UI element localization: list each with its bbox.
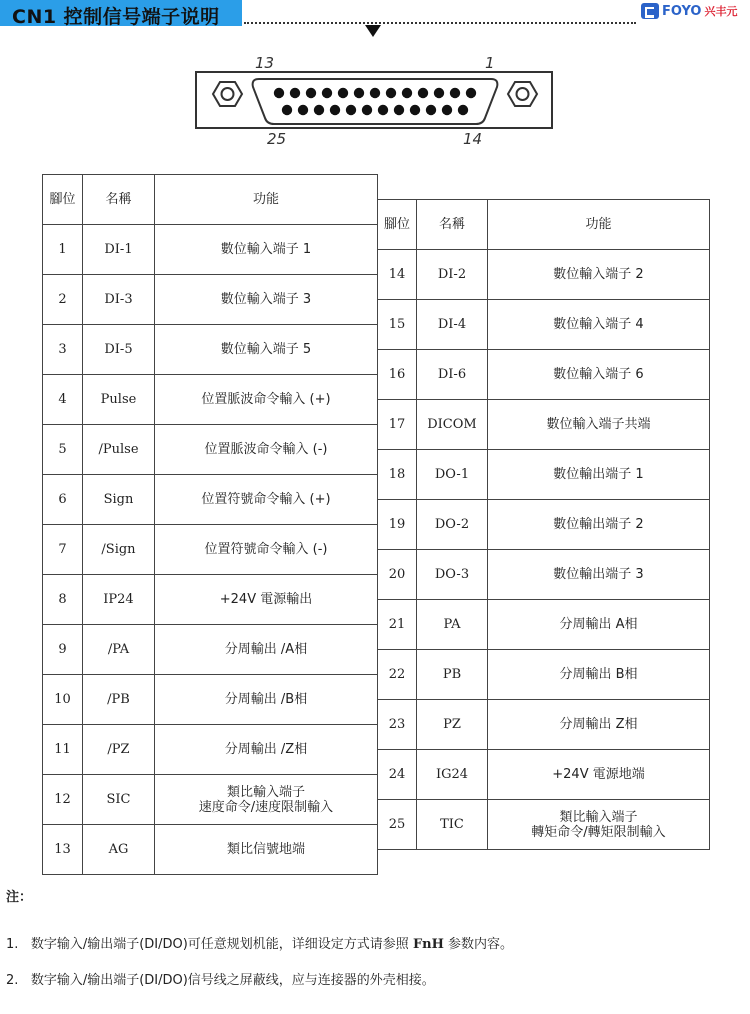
- signal-name: PZ: [417, 700, 488, 750]
- function-line: 分周輸出 /B相: [224, 692, 308, 707]
- column-header-name: 名稱: [417, 200, 488, 250]
- signal-function: [155, 575, 378, 625]
- note-2-number: 2.: [6, 973, 19, 988]
- signal-name: DI-5: [83, 325, 155, 375]
- signal-name: DO-2: [417, 500, 488, 550]
- pin-number: 11: [43, 725, 83, 775]
- signal-name: /Sign: [83, 525, 155, 575]
- note-1-text-a: 数字输入/输出端子(DI/DO)可任意规划机能，详细设定方式请参照: [30, 937, 413, 952]
- pin-number: 2: [43, 275, 83, 325]
- function-line: 分周輸出 Z相: [559, 717, 638, 732]
- connector-pin-dot: [346, 105, 356, 115]
- signal-function: [488, 700, 710, 750]
- notes-title: 注：: [6, 890, 33, 905]
- signal-name: /PZ: [83, 725, 155, 775]
- function-line: 位置脈波命令輸入 (+): [201, 392, 331, 407]
- note-1-number: 1.: [6, 937, 19, 952]
- connector-pin-dot: [410, 105, 420, 115]
- connector-pin-dot: [370, 88, 380, 98]
- signal-name: DI-6: [417, 350, 488, 400]
- signal-function: [488, 750, 710, 800]
- signal-name: DO-1: [417, 450, 488, 500]
- signal-function: [488, 400, 710, 450]
- table-row: [378, 550, 710, 600]
- pin-number: 15: [378, 300, 417, 350]
- function-line: 分周輸出 /Z相: [224, 742, 308, 757]
- connector-pin-dot: [290, 88, 300, 98]
- signal-function: [488, 800, 710, 850]
- connector-pin-dot: [354, 88, 364, 98]
- signal-name: PA: [417, 600, 488, 650]
- pin-number: 25: [378, 800, 417, 850]
- header-divider: [244, 22, 636, 24]
- pin-number: 10: [43, 675, 83, 725]
- signal-name: /PB: [83, 675, 155, 725]
- pin-label-1: 1: [485, 54, 495, 72]
- pin-number: 4: [43, 375, 83, 425]
- signal-name: IG24: [417, 750, 488, 800]
- function-line: 數位輸出端子 2: [553, 517, 644, 532]
- function-line: 數位輸入端子 3: [220, 292, 312, 307]
- table-row: [378, 500, 710, 550]
- connector-pin-dot: [378, 105, 388, 115]
- connector-pin-dot: [434, 88, 444, 98]
- signal-name: DI-3: [83, 275, 155, 325]
- signal-function: [488, 550, 710, 600]
- signal-function: [488, 600, 710, 650]
- table-row: [378, 600, 710, 650]
- note-1-param: FnH: [412, 937, 444, 952]
- function-line: 分周輸出 /A相: [224, 642, 308, 657]
- signal-name: IP24: [83, 575, 155, 625]
- function-line: 數位輸出端子 3: [553, 567, 644, 582]
- signal-function: [488, 650, 710, 700]
- pin-number: 19: [378, 500, 417, 550]
- table-row: [43, 325, 378, 375]
- function-line: 數位輸入端子 1: [220, 242, 312, 257]
- signal-function: [488, 450, 710, 500]
- foyo-logo-icon: [641, 3, 659, 19]
- function-line: 數位輸入端子 5: [220, 342, 312, 357]
- signal-function: [155, 475, 378, 525]
- signal-function: [155, 275, 378, 325]
- signal-name: DO-3: [417, 550, 488, 600]
- table-row: [378, 750, 710, 800]
- pin-number: 1: [43, 225, 83, 275]
- pin-number: 7: [43, 525, 83, 575]
- table-row: [43, 525, 378, 575]
- page-title: CN1 控制信号端子说明: [12, 6, 220, 28]
- connector-pin-dot: [282, 105, 292, 115]
- connector-pin-dot: [338, 88, 348, 98]
- table-row: [378, 800, 710, 850]
- function-line: 類比輸入端子: [559, 809, 638, 825]
- pin-number: 23: [378, 700, 417, 750]
- table-row: [378, 250, 710, 300]
- function-line: +24V 電源地端: [552, 767, 645, 782]
- signal-function: [488, 350, 710, 400]
- pin-label-25: 25: [267, 130, 287, 148]
- connector-pin-dot: [314, 105, 324, 115]
- connector-shell-icon: [195, 52, 555, 152]
- connector-pin-dot: [330, 105, 340, 115]
- pin-number: 12: [43, 775, 83, 825]
- brand-logo: [641, 3, 737, 19]
- signal-name: DI-1: [83, 225, 155, 275]
- pin-number: 20: [378, 550, 417, 600]
- signal-name: DI-2: [417, 250, 488, 300]
- pin-table-right: [377, 199, 710, 850]
- notes-section: [6, 886, 32, 905]
- table-row: [378, 400, 710, 450]
- signal-name: Sign: [83, 475, 155, 525]
- function-line: 類比輸入端子: [226, 784, 305, 800]
- function-line: 數位輸入端子 2: [553, 267, 644, 282]
- connector-pin-dot: [466, 88, 476, 98]
- signal-name: AG: [83, 825, 155, 875]
- signal-function: [155, 625, 378, 675]
- connector-pin-dot: [362, 105, 372, 115]
- pin-label-13: 13: [255, 54, 275, 72]
- connector-pin-dot: [450, 88, 460, 98]
- table-row: [43, 675, 378, 725]
- table-row: [378, 700, 710, 750]
- table-row: [43, 725, 378, 775]
- connector-pin-dot: [402, 88, 412, 98]
- signal-function: [488, 500, 710, 550]
- signal-name: TIC: [417, 800, 488, 850]
- note-2-text: 数字输入/输出端子(DI/DO)信号线之屏蔽线，应与连接器的外壳相接。: [30, 973, 435, 988]
- pin-number: 14: [378, 250, 417, 300]
- db25-connector-diagram: [195, 52, 555, 152]
- pin-table-left: [42, 174, 378, 875]
- connector-pin-dot: [418, 88, 428, 98]
- function-line: 數位輸入端子 6: [553, 367, 644, 382]
- pin-number: 8: [43, 575, 83, 625]
- signal-function: [155, 375, 378, 425]
- note-1: [6, 933, 513, 952]
- signal-function: [155, 775, 378, 825]
- function-line: 位置脈波命令輸入 (-): [204, 442, 328, 457]
- pin-number: 9: [43, 625, 83, 675]
- signal-name: DICOM: [417, 400, 488, 450]
- signal-name: /PA: [83, 625, 155, 675]
- function-line-2: 轉矩命令/轉矩限制輸入: [531, 824, 666, 840]
- signal-function: [155, 525, 378, 575]
- signal-name: DI-4: [417, 300, 488, 350]
- pin-number: 22: [378, 650, 417, 700]
- signal-name: Pulse: [83, 375, 155, 425]
- table-row: [43, 475, 378, 525]
- function-line: +24V 電源輸出: [219, 592, 313, 607]
- pin-number: 16: [378, 350, 417, 400]
- signal-function: [488, 250, 710, 300]
- note-2: [6, 969, 435, 988]
- table-row: [43, 575, 378, 625]
- table-row: [378, 450, 710, 500]
- function-line: 位置符號命令輸入 (-): [204, 542, 328, 557]
- function-line: 數位輸入端子 4: [553, 317, 644, 332]
- connector-pin-dot: [306, 88, 316, 98]
- table-row: [43, 425, 378, 475]
- signal-function: [155, 725, 378, 775]
- connector-pin-dot: [322, 88, 332, 98]
- signal-function: [155, 425, 378, 475]
- pin-number: 18: [378, 450, 417, 500]
- signal-name: PB: [417, 650, 488, 700]
- pin-number: 24: [378, 750, 417, 800]
- pin-number: 5: [43, 425, 83, 475]
- down-triangle-icon: [365, 25, 381, 37]
- pin-number: 6: [43, 475, 83, 525]
- signal-function: [155, 825, 378, 875]
- table-row: [43, 775, 378, 825]
- table-row: [43, 225, 378, 275]
- pin-number: 3: [43, 325, 83, 375]
- table-row: [378, 350, 710, 400]
- brand-name-cn: 兴丰元: [704, 5, 738, 18]
- function-line: 位置符號命令輸入 (+): [201, 492, 331, 507]
- column-header-pin: 腳位: [43, 175, 83, 225]
- table-row: [43, 625, 378, 675]
- column-header-name: 名稱: [83, 175, 155, 225]
- table-row: [43, 275, 378, 325]
- signal-function: [155, 675, 378, 725]
- brand-name: FOYO: [662, 3, 702, 19]
- table-row: [378, 300, 710, 350]
- signal-function: [155, 325, 378, 375]
- connector-pin-dot: [458, 105, 468, 115]
- function-line: 類比信號地端: [226, 842, 305, 857]
- connector-pin-dot: [442, 105, 452, 115]
- column-header-function: 功能: [488, 200, 710, 250]
- function-line: 分周輸出 A相: [559, 617, 638, 632]
- function-line: 數位輸出端子 1: [553, 467, 644, 482]
- pin-number: 17: [378, 400, 417, 450]
- connector-pin-dot: [426, 105, 436, 115]
- pin-label-14: 14: [463, 130, 483, 148]
- note-1-text-c: 参数内容。: [443, 937, 514, 952]
- pin-number: 13: [43, 825, 83, 875]
- function-line-2: 速度命令/速度限制輸入: [198, 799, 334, 815]
- table-row: [378, 650, 710, 700]
- column-header-pin: 腳位: [378, 200, 417, 250]
- pin-number: 21: [378, 600, 417, 650]
- signal-function: [155, 225, 378, 275]
- signal-name: SIC: [83, 775, 155, 825]
- function-line: 數位輸入端子共端: [546, 417, 651, 432]
- connector-pin-dot: [394, 105, 404, 115]
- signal-name: /Pulse: [83, 425, 155, 475]
- table-row: [43, 825, 378, 875]
- table-row: [43, 375, 378, 425]
- connector-pin-dot: [298, 105, 308, 115]
- signal-function: [488, 300, 710, 350]
- connector-pin-dot: [274, 88, 284, 98]
- connector-pin-dot: [386, 88, 396, 98]
- function-line: 分周輸出 B相: [559, 667, 638, 682]
- column-header-function: 功能: [155, 175, 378, 225]
